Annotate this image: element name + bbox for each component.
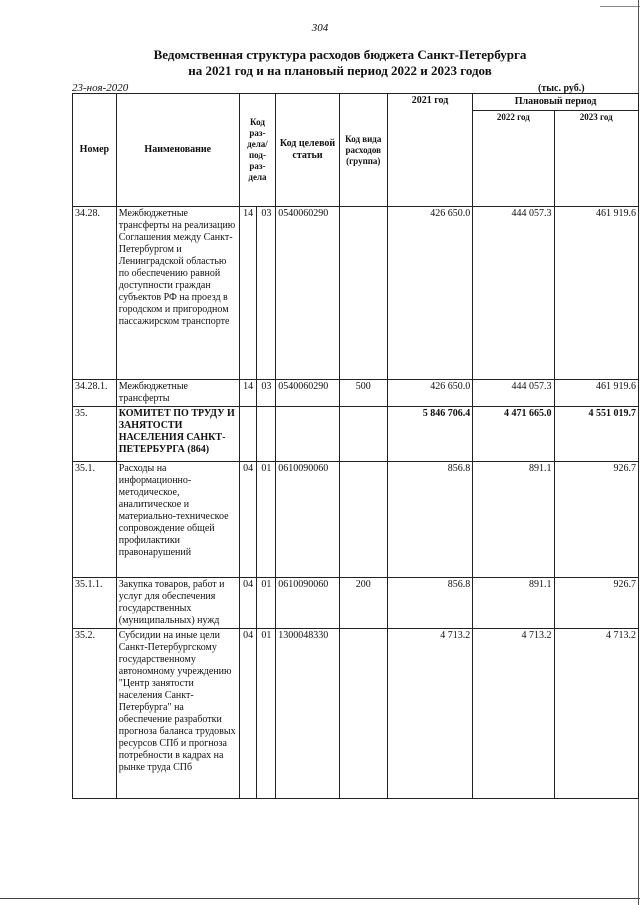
row-2023: 926.7: [554, 578, 639, 629]
row-2022: 891.1: [473, 578, 554, 629]
row-expense-type: [339, 462, 387, 578]
header-number: Номер: [73, 94, 117, 207]
table-row: [73, 407, 639, 462]
row-section: 14: [239, 207, 257, 380]
row-2022: 4 471 665.0: [473, 407, 554, 462]
header-2021: 2021 год: [387, 94, 472, 207]
row-section: 04: [239, 629, 257, 799]
row-target-code: 0540060290: [276, 380, 340, 407]
title-line-2: на 2021 год и на плановый период 2022 и 2023 годов: [188, 63, 492, 78]
row-2023: 926.7: [554, 462, 639, 578]
row-section: 14: [239, 380, 257, 407]
row-2021: 4 713.2: [387, 629, 472, 799]
row-2022: 444 057.3: [473, 380, 554, 407]
table-row: [73, 578, 639, 629]
row-2021: 426 650.0: [387, 380, 472, 407]
row-section: 04: [239, 462, 257, 578]
row-2021: 426 650.0: [387, 207, 472, 380]
row-name: Субсидии на иные цели Санкт-Петербургскому государственному автономному учреждению "Центр занятости населения Санкт-Петербурга" на обеспечение разработки прогноза баланса трудовых ресурсов СПб и прогноза потребности в кадрах на рынке труда СПб: [116, 629, 239, 799]
header-section-code: Код раз-дела/ под-раз-дела: [239, 94, 275, 207]
budget-table: [72, 93, 639, 799]
row-2023: 461 919.6: [554, 380, 639, 407]
row-2022: 444 057.3: [473, 207, 554, 380]
row-expense-type: [339, 629, 387, 799]
row-number: 34.28.1.: [73, 380, 117, 407]
row-number: 35.: [73, 407, 117, 462]
header-planned-period: Плановый период: [473, 94, 639, 111]
row-name: Межбюджетные трансферты: [116, 380, 239, 407]
document-date: 23-ноя-2020: [72, 82, 129, 94]
header-target-code: Код целевой статьи: [276, 94, 340, 207]
row-expense-type: 200: [339, 578, 387, 629]
row-2021: 856.8: [387, 578, 472, 629]
row-subsection: 03: [257, 207, 276, 380]
row-subsection: 01: [257, 629, 276, 799]
row-2023: 4 551 019.7: [554, 407, 639, 462]
row-number: 34.28.: [73, 207, 117, 380]
row-2022: 891.1: [473, 462, 554, 578]
row-subsection: 03: [257, 380, 276, 407]
row-target-code: [276, 407, 340, 462]
document-title: [60, 47, 620, 79]
row-name: КОМИТЕТ ПО ТРУДУ И ЗАНЯТОСТИ НАСЕЛЕНИЯ САНКТ-ПЕТЕРБУРГА (864): [116, 407, 239, 462]
row-2023: 4 713.2: [554, 629, 639, 799]
row-name: Закупка товаров, работ и услуг для обеспечения государственных (муниципальных) нужд: [116, 578, 239, 629]
page-number: 304: [311, 22, 329, 34]
row-subsection: 01: [257, 578, 276, 629]
row-expense-type: [339, 407, 387, 462]
row-expense-type: 500: [339, 380, 387, 407]
scan-edge-bottom: [0, 898, 640, 899]
row-target-code: 0610090060: [276, 578, 340, 629]
row-section: 04: [239, 578, 257, 629]
row-number: 35.1.1.: [73, 578, 117, 629]
header-2022: 2022 год: [473, 111, 554, 207]
row-2023: 461 919.6: [554, 207, 639, 380]
row-target-code: 1300048330: [276, 629, 340, 799]
row-number: 35.1.: [73, 462, 117, 578]
row-2022: 4 713.2: [473, 629, 554, 799]
units-label: (тыс. руб.): [538, 83, 585, 94]
row-2021: 5 846 706.4: [387, 407, 472, 462]
scan-edge-top: [600, 6, 640, 7]
row-target-code: 0610090060: [276, 462, 340, 578]
header-expense-type: Код вида расходов (группа): [339, 94, 387, 207]
table-row: [73, 462, 639, 578]
table-row: [73, 629, 639, 799]
table-header-row: [73, 94, 639, 111]
table-row: [73, 207, 639, 380]
row-target-code: 0540060290: [276, 207, 340, 380]
row-2021: 856.8: [387, 462, 472, 578]
header-2023: 2023 год: [554, 111, 639, 207]
table-row: [73, 380, 639, 407]
row-number: 35.2.: [73, 629, 117, 799]
row-section: [239, 407, 257, 462]
row-expense-type: [339, 207, 387, 380]
row-subsection: [257, 407, 276, 462]
header-name: Наименование: [116, 94, 239, 207]
row-name: Расходы на информационно-методическое, аналитическое и материально-техническое сопровождение общей профилактики правонарушений: [116, 462, 239, 578]
row-subsection: 01: [257, 462, 276, 578]
title-line-1: Ведомственная структура расходов бюджета Санкт-Петербурга: [153, 47, 527, 62]
row-name: Межбюджетные трансферты на реализацию Соглашения между Санкт-Петербургом и Ленинградской областью по обеспечению равной доступности граждан субъектов РФ на проезд в городском и пригородном пассажирском транспорте: [116, 207, 239, 380]
